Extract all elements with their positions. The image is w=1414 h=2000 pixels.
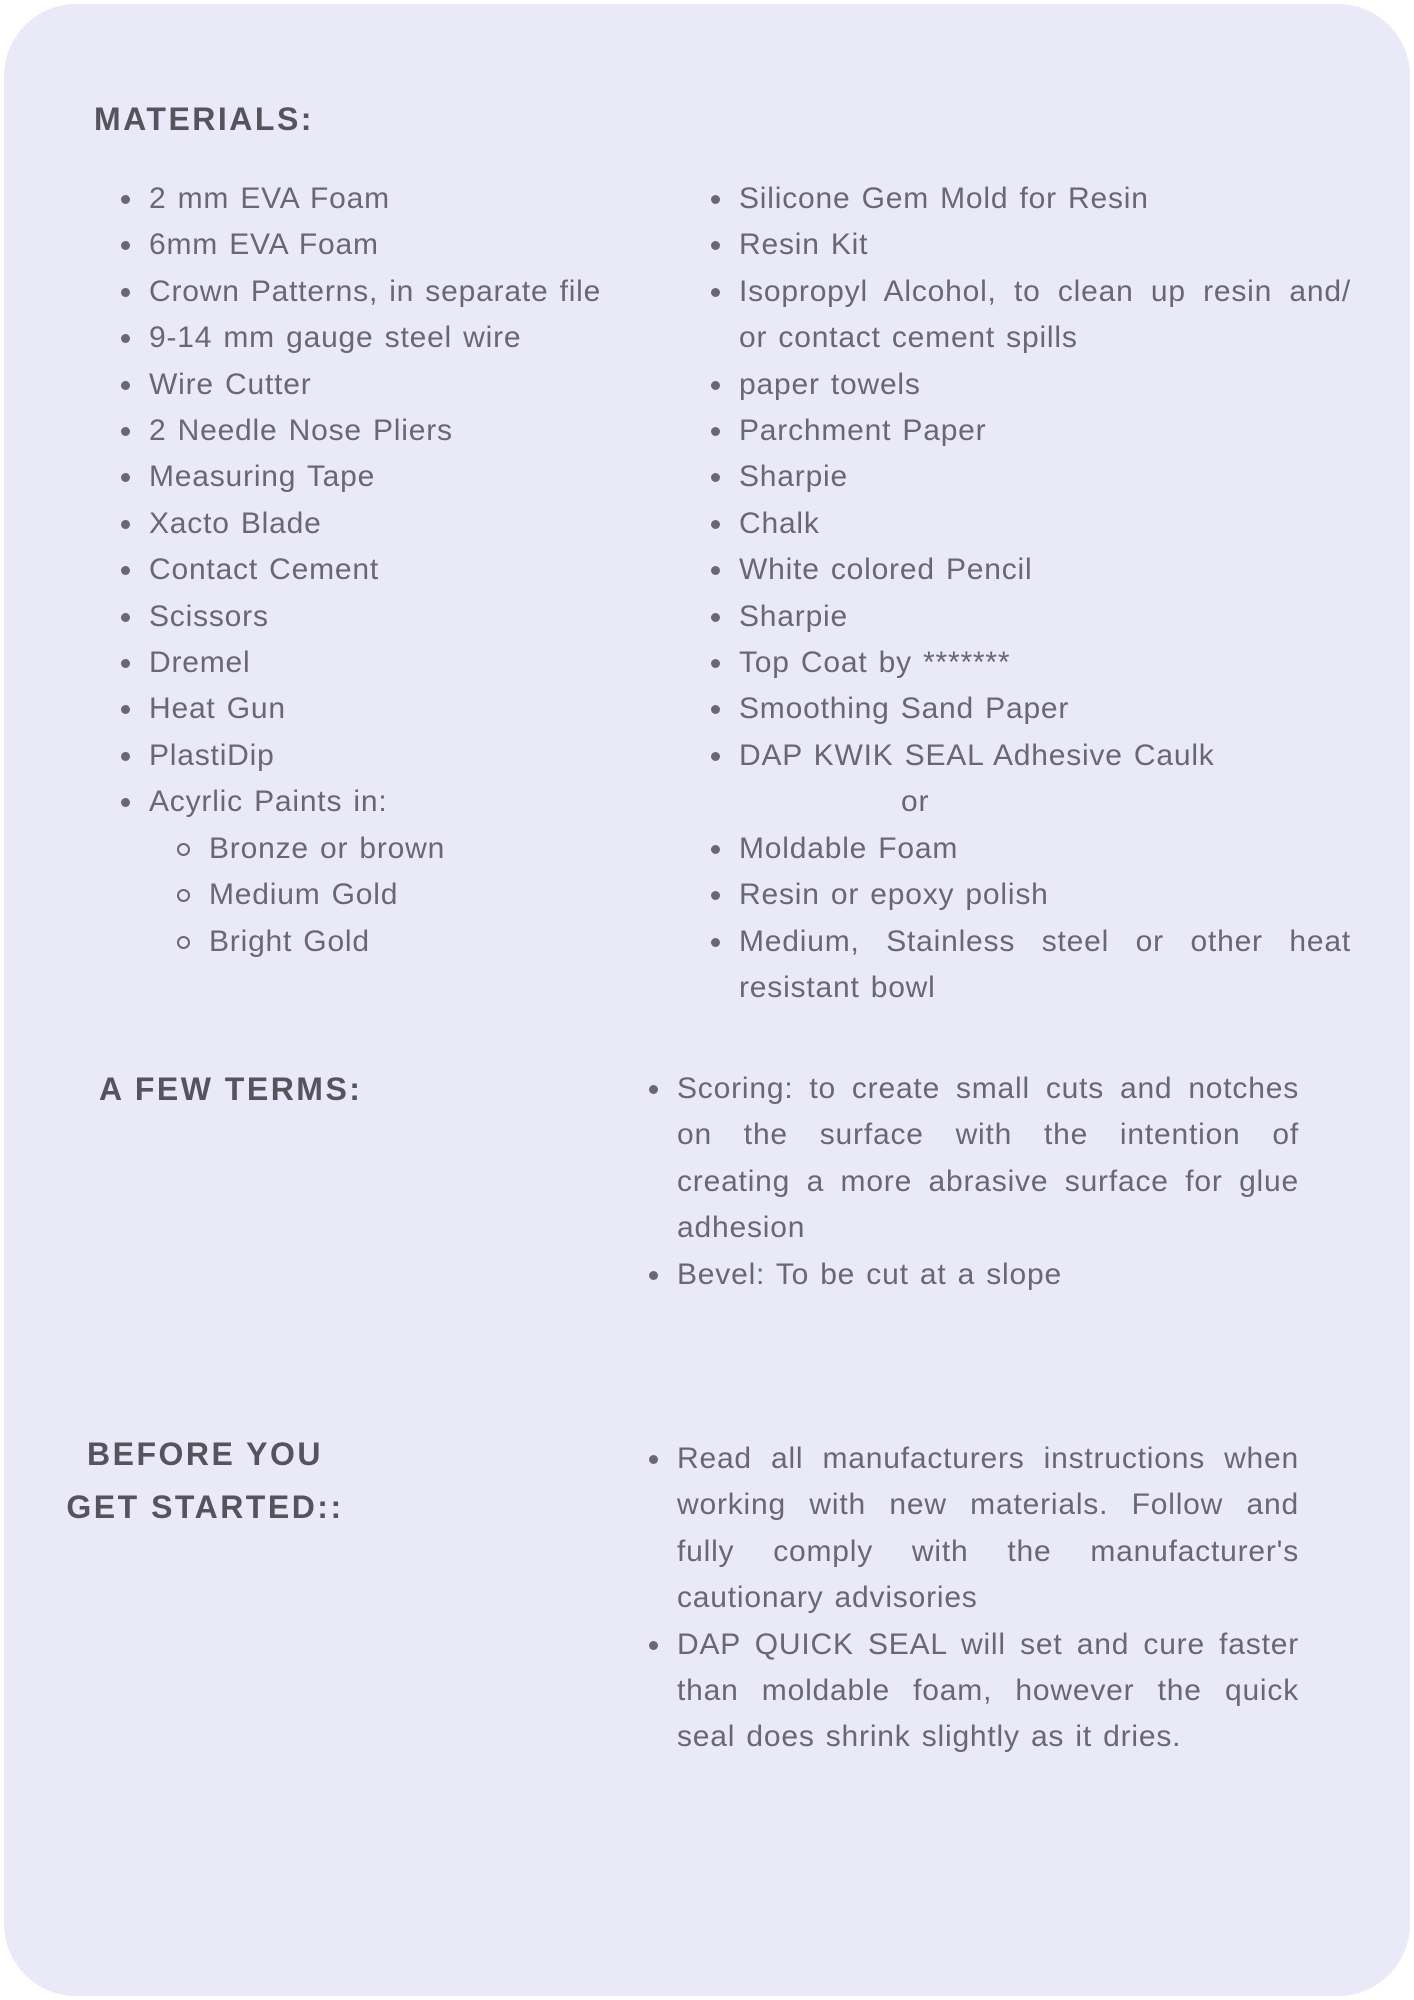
bullet-icon: [711, 195, 720, 204]
sub-list-item-text: Bright Gold: [209, 924, 370, 958]
bullet-icon: [649, 1085, 658, 1094]
bullet-icon: [711, 427, 720, 436]
list-item-text: Heat Gun: [149, 692, 286, 726]
bullet-icon: [711, 288, 720, 297]
list-item-text: Isopropyl Alcohol, to clean up resin and/ or contact cement spills: [739, 274, 1351, 355]
list-item: [121, 733, 681, 779]
list-item-text: Chalk: [739, 506, 820, 540]
list-item-text: Medium, Stainless steel or other heat resistant bowl: [739, 924, 1351, 1004]
bullet-icon: [711, 752, 720, 761]
list-item-text: 6mm EVA Foam: [149, 228, 379, 262]
sub-list-item: [121, 919, 681, 965]
terms-list: [649, 1066, 1299, 1298]
bullet-icon: [121, 241, 130, 250]
terms-heading: A FEW TERMS:: [99, 1071, 363, 1107]
list-item-text: Scissors: [149, 599, 269, 633]
list-item-text: or: [901, 785, 930, 819]
bullet-icon: [711, 845, 720, 854]
bullet-icon: [711, 613, 720, 622]
list-item-text: 2 Needle Nose Pliers: [149, 414, 453, 448]
list-item: [711, 362, 1351, 408]
bullet-icon: [711, 241, 720, 250]
bullet-icon: [711, 381, 720, 390]
list-item: [121, 408, 681, 454]
sub-list-item-text: Medium Gold: [209, 878, 399, 912]
bullet-icon: [121, 798, 130, 807]
list-item: [711, 547, 1351, 593]
list-item: [711, 408, 1351, 454]
list-item-text: Dremel: [149, 646, 251, 680]
bullet-icon: [121, 195, 130, 204]
before-heading-line1: BEFORE YOU: [87, 1436, 323, 1472]
list-item-text: Scoring: to create small cuts and notches on the surface with the intention of creating a more abrasive surface for glue adhesion: [677, 1072, 1299, 1245]
list-item: [711, 733, 1351, 779]
list-item: [711, 222, 1351, 268]
list-item: [711, 872, 1351, 918]
list-item: [711, 176, 1351, 222]
list-item-text: Wire Cutter: [149, 367, 312, 401]
list-item-text: DAP KWIK SEAL Adhesive Caulk: [739, 738, 1215, 772]
before-heading-line2: GET STARTED::: [66, 1489, 344, 1525]
bullet-icon: [649, 1271, 658, 1280]
bullet-icon: [649, 1641, 658, 1650]
bullet-icon: [121, 427, 130, 436]
list-item-text: Sharpie: [739, 460, 849, 494]
sub-list-item: [121, 872, 681, 918]
list-item: [121, 362, 681, 408]
list-item: [711, 594, 1351, 640]
materials-right-list: [711, 176, 1351, 1011]
list-item-text: Contact Cement: [149, 553, 379, 587]
sub-list-item-text: Bronze or brown: [209, 831, 446, 865]
circle-bullet-icon: [177, 936, 190, 949]
list-item-text: Crown Patterns, in separate file: [149, 274, 602, 308]
bullet-icon: [121, 659, 130, 668]
list-item-text: PlastiDip: [149, 738, 275, 772]
bullet-icon: [121, 473, 130, 482]
page-card: [4, 4, 1410, 1996]
bullet-icon: [121, 381, 130, 390]
bullet-icon: [711, 938, 720, 947]
list-item-text: DAP QUICK SEAL will set and cure faster than moldable foam, however the quick seal does shrink slightly as it dries.: [677, 1627, 1299, 1754]
list-item: [121, 547, 681, 593]
list-item: [711, 919, 1351, 1012]
list-item-text: Moldable Foam: [739, 831, 959, 865]
list-item: [121, 501, 681, 547]
list-item-text: 2 mm EVA Foam: [149, 182, 390, 215]
bullet-icon: [121, 705, 130, 714]
list-item-text: 9-14 mm gauge steel wire: [149, 321, 522, 355]
list-item: [711, 640, 1351, 686]
bullet-icon: [649, 1455, 658, 1464]
list-item: [711, 269, 1351, 362]
materials-heading: MATERIALS:: [94, 101, 314, 137]
bullet-icon: [711, 659, 720, 668]
list-item: [121, 779, 681, 825]
list-item-text: Top Coat by *******: [739, 646, 1011, 680]
list-item: [711, 501, 1351, 547]
bullet-icon: [711, 566, 720, 575]
sub-list-item: [121, 826, 681, 872]
list-item: [121, 594, 681, 640]
before-you-get-started-heading: [40, 1428, 370, 1534]
list-item: [121, 686, 681, 732]
list-item: [649, 1436, 1299, 1622]
list-item-text: Measuring Tape: [149, 460, 376, 494]
list-item-text: Read all manufacturers instructions when working with new materials. Follow and fully comply with the manufacturer's cautionary advisories: [677, 1442, 1299, 1615]
bullet-icon: [711, 473, 720, 482]
circle-bullet-icon: [177, 843, 190, 856]
bullet-icon: [121, 613, 130, 622]
list-item: [649, 1622, 1299, 1761]
list-item-text: Sharpie: [739, 599, 849, 633]
list-item: [649, 1252, 1299, 1298]
list-item-text: Silicone Gem Mold for Resin: [739, 182, 1149, 215]
circle-bullet-icon: [177, 889, 190, 902]
bullet-icon: [711, 705, 720, 714]
list-item-text: Bevel: To be cut at a slope: [677, 1257, 1062, 1291]
bullet-icon: [121, 566, 130, 575]
bullet-icon: [121, 520, 130, 529]
materials-left-list: [121, 176, 681, 965]
bullet-icon: [121, 334, 130, 343]
list-item: [121, 176, 681, 222]
before-you-get-started-list: [649, 1436, 1299, 1761]
list-item: [649, 1066, 1299, 1252]
list-item: [711, 686, 1351, 732]
list-item-text: Acyrlic Paints in:: [149, 785, 388, 819]
bullet-icon: [121, 288, 130, 297]
list-item: [121, 269, 681, 315]
list-item-text: Resin or epoxy polish: [739, 878, 1049, 912]
list-separator: [711, 779, 1351, 825]
list-item: [121, 315, 681, 361]
list-item: [121, 222, 681, 268]
bullet-icon: [121, 752, 130, 761]
list-item: [711, 454, 1351, 500]
list-item: [121, 454, 681, 500]
list-item-text: paper towels: [739, 367, 921, 401]
list-item: [121, 640, 681, 686]
bullet-icon: [711, 520, 720, 529]
bullet-icon: [711, 891, 720, 900]
list-item-text: White colored Pencil: [739, 553, 1033, 587]
list-item-text: Xacto Blade: [149, 506, 322, 540]
list-item: [711, 826, 1351, 872]
list-item-text: Parchment Paper: [739, 414, 987, 448]
list-item-text: Smoothing Sand Paper: [739, 692, 1070, 726]
list-item-text: Resin Kit: [739, 228, 869, 262]
